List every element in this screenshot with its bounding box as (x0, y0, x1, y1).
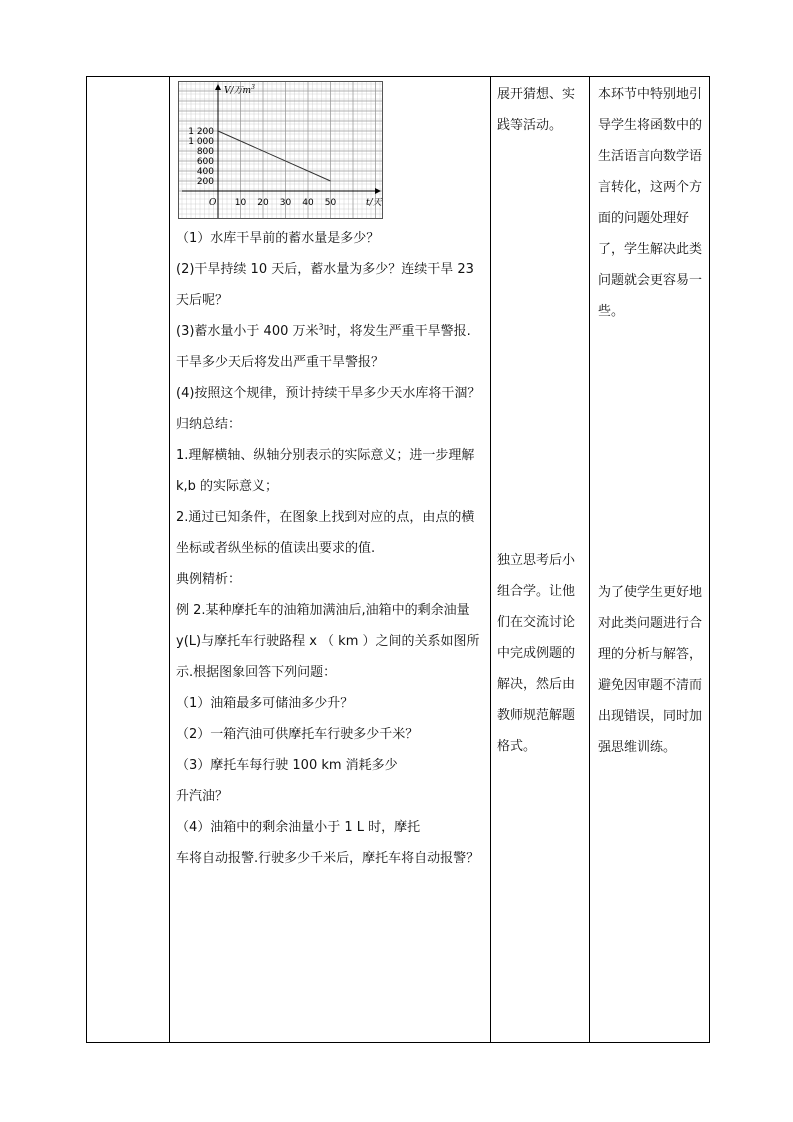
x-tick-label: 30 (279, 198, 292, 208)
example-question-3b: 升汽油？ (176, 789, 229, 804)
design-intent-column (590, 77, 710, 1043)
x-tick-label: 20 (257, 198, 269, 208)
y-tick-label: 800 (196, 147, 214, 157)
question-3 (176, 316, 484, 378)
example-question-4b: 车将自动报警.行驶多少千米后，摩托车将自动报警？ (176, 851, 480, 866)
y-tick-label: 1 200 (188, 127, 214, 137)
x-axis-title: t/天 (366, 198, 382, 208)
question-3-sup: 3 (318, 322, 324, 332)
y-tick-label: 600 (196, 157, 214, 167)
reservoir-chart (178, 81, 384, 221)
summary-point-1: 1.理解横轴、纵轴分别表示的实际意义；进一步理解 k,b 的实际意义； (176, 448, 475, 494)
design-intent-2: 为了使学生更好地对此类问题进行合理的分析与解答，避免因审题不清而出现错误，同时加强思维训练。 (598, 585, 703, 755)
example-question-2: （2）一箱汽油可供摩托车行驶多少千米？ (176, 727, 419, 742)
design-intent-1: 本环节中特别地引导学生将函数中的生活语言向数学语言转化，这两个方面的问题处理好了，学生解决此类问题就会更容易一些。 (598, 87, 703, 319)
chart-area (170, 81, 490, 221)
content-column (170, 77, 491, 1043)
y-axis-title (224, 84, 255, 96)
x-tick-label: 40 (302, 198, 314, 208)
y-tick-label: 200 (196, 177, 214, 187)
x-tick-label: 10 (234, 198, 247, 208)
question-3-part-a: (3)蓄水量小于 400 万米 (176, 324, 319, 339)
lesson-table (86, 76, 710, 1043)
summary-title: 归纳总结： (176, 417, 242, 432)
student-activity-1: 展开猜想、实践等活动。 (497, 87, 576, 133)
question-1: （1）水库干旱前的蓄水量是多少？ (176, 231, 380, 246)
student-activity-2: 独立思考后小组合学。让他们在交流讨论中完成例题的解决，然后由教师规范解题格式。 (497, 553, 576, 754)
y-axis-title-sup: 3 (251, 84, 255, 91)
y-tick-label: 400 (196, 167, 214, 177)
question-3-part-b: 时，将发生严重干旱警报. 干旱多少天后将发出严重干旱警报？ (176, 324, 471, 370)
y-axis-title-unit: 万m (233, 86, 252, 96)
example-2: 例 2.某种摩托车的油箱加满油后,油箱中的剩余油量 y(L)与摩托车行驶路程 x （ km ）之间的关系如图所示.根据图象回答下列问题： (176, 603, 480, 680)
summary-point-2: 2.通过已知条件，在图象上找到对应的点，由点的横坐标或者纵坐标的值读出要求的值. (176, 510, 475, 556)
x-tick-label: 50 (324, 198, 337, 208)
y-axis-title-v: V/ (224, 86, 234, 96)
stage-column (87, 77, 170, 1043)
origin-label: O (209, 198, 217, 208)
y-tick-label: 1 000 (188, 137, 214, 147)
question-2: (2)干旱持续 10 天后，蓄水量为多少？连续干旱 23 天后呢？ (176, 262, 474, 308)
example-question-3a: （3）摩托车每行驶 100 km 消耗多少 (176, 758, 398, 773)
question-4: (4)按照这个规律，预计持续干旱多少天水库将干涸？ (176, 386, 481, 401)
example-title: 典例精析： (176, 572, 242, 587)
student-activity-column (491, 77, 590, 1043)
example-question-4a: （4）油箱中的剩余油量小于 1 L 时，摩托 (176, 820, 421, 835)
example-question-1: （1）油箱最多可储油多少升？ (176, 696, 354, 711)
